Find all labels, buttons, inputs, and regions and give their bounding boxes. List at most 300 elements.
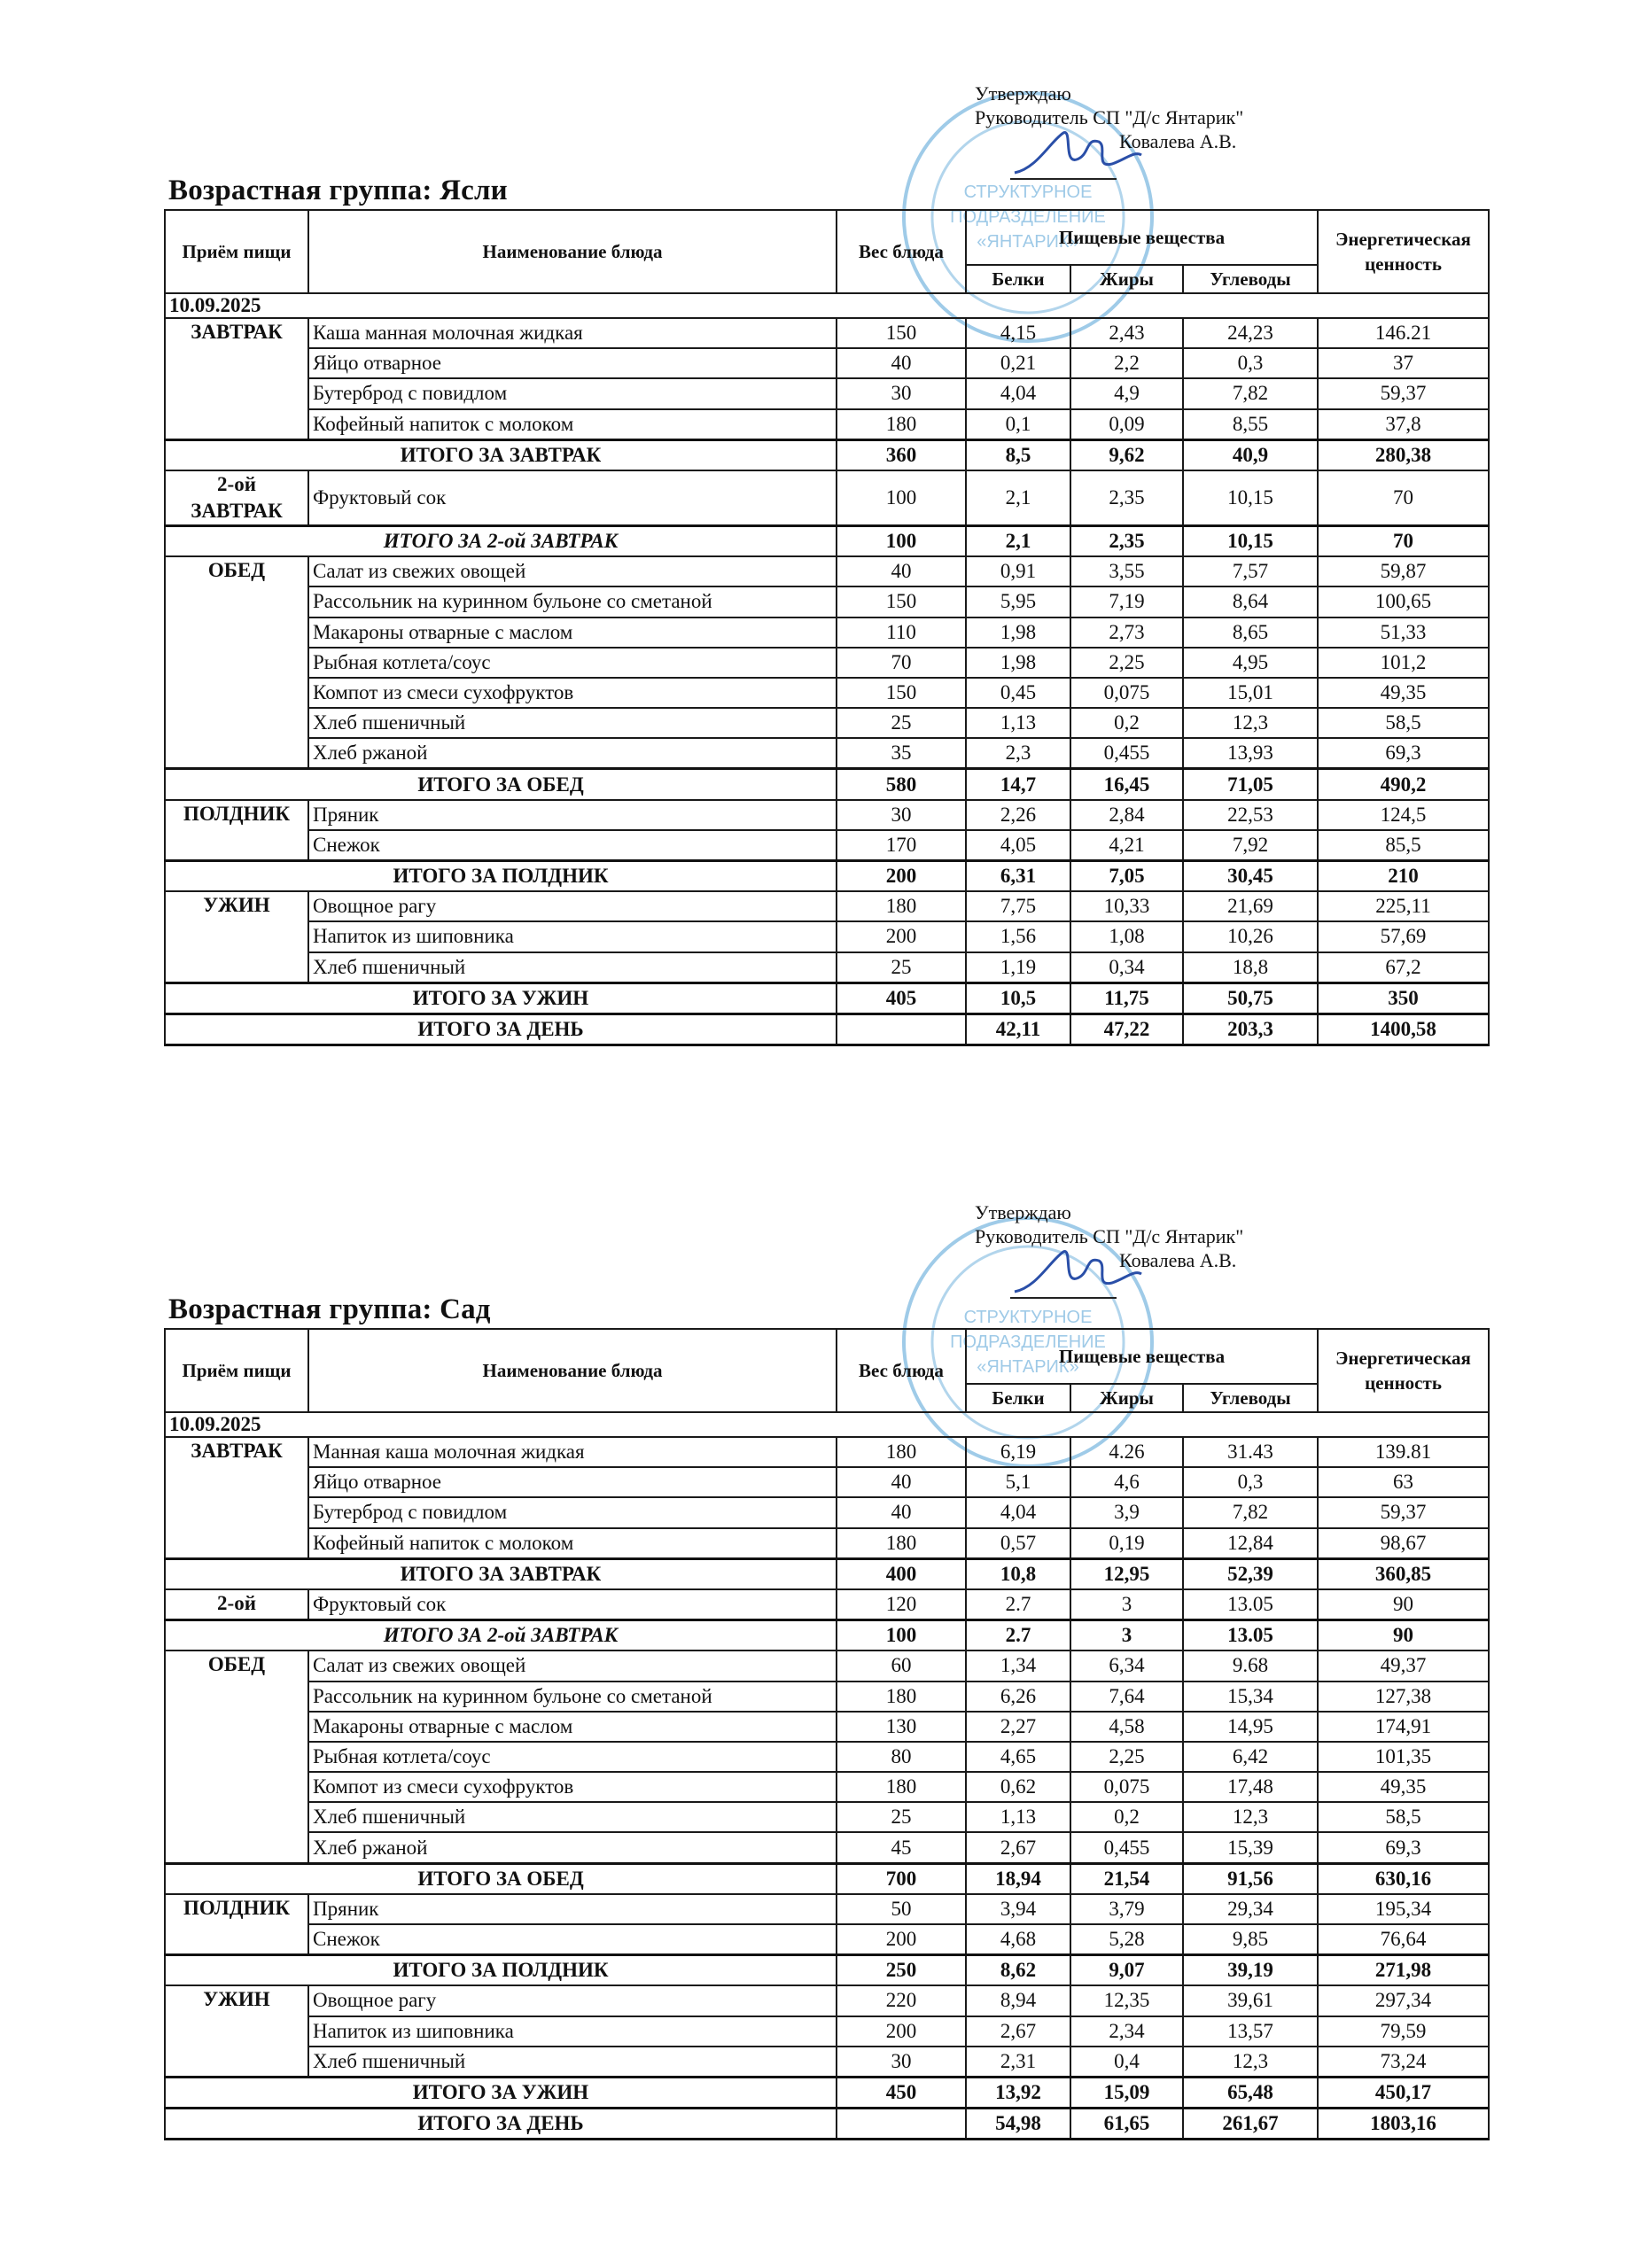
dish-weight: 40 [837,1467,966,1497]
dish-weight: 180 [837,1682,966,1712]
dish-weight: 110 [837,617,966,648]
total-dish-weight: 100 [837,525,966,556]
col-header-energy: Энергетическая ценность [1318,210,1489,293]
carbs-value: 8,64 [1183,586,1318,617]
day-total-energy-value: 1400,58 [1318,1014,1489,1045]
dish-weight: 40 [837,348,966,378]
dish-weight: 180 [837,409,966,440]
protein-value: 1,98 [966,648,1070,678]
menu-date-row [165,1412,1489,1437]
fat-value: 2,25 [1070,648,1183,678]
carbs-value: 7,57 [1183,556,1318,586]
day-total-dish-weight [837,1014,966,1045]
fat-value: 12,35 [1070,1985,1183,2016]
dish-row [165,1802,1489,1832]
dish-name: Манная каша молочная жидкая [308,1437,837,1467]
dish-weight: 25 [837,1802,966,1832]
energy-value: 57,69 [1318,921,1489,951]
meal-total-label: ИТОГО ЗА ПОЛДНИК [165,861,837,892]
energy-value: 85,5 [1318,830,1489,861]
total-carbs-value: 30,45 [1183,861,1318,892]
dish-weight: 200 [837,921,966,951]
dish-name: Напиток из шиповника [308,921,837,951]
energy-value: 58,5 [1318,708,1489,738]
total-energy-value: 271,98 [1318,1955,1489,1986]
col-header-nutrients: Пищевые вещества [966,1329,1318,1384]
protein-value: 1,19 [966,952,1070,983]
protein-value: 5,1 [966,1467,1070,1497]
energy-value: 49,37 [1318,1651,1489,1681]
fat-value: 0,4 [1070,2047,1183,2078]
total-carbs-value: 91,56 [1183,1863,1318,1894]
energy-value: 98,67 [1318,1528,1489,1559]
dish-weight: 25 [837,952,966,983]
protein-value: 4,04 [966,378,1070,408]
col-header-dish: Наименование блюда [308,210,837,293]
dish-name: Овощное рагу [308,891,837,921]
day-total-label: ИТОГО ЗА ДЕНЬ [165,1014,837,1045]
carbs-value: 12,3 [1183,1802,1318,1832]
carbs-value: 0,3 [1183,348,1318,378]
carbs-value: 13,57 [1183,2016,1318,2047]
dish-name: Напиток из шиповника [308,2016,837,2047]
total-dish-weight: 250 [837,1955,966,1986]
col-header-weight: Вес блюда [837,210,966,293]
dish-name: Хлеб ржаной [308,1832,837,1863]
meal-total-row [165,1955,1489,1986]
menu-date: 10.09.2025 [165,1412,1489,1437]
energy-value: 51,33 [1318,617,1489,648]
col-header-weight: Вес блюда [837,1329,966,1412]
day-total-fat-value: 61,65 [1070,2109,1183,2140]
energy-value: 69,3 [1318,738,1489,769]
meal-total-label: ИТОГО ЗА 2-ой ЗАВТРАК [165,1620,837,1651]
carbs-value: 4,95 [1183,648,1318,678]
energy-value: 195,34 [1318,1894,1489,1924]
meal-name: ЗАВТРАК [165,1437,308,1558]
meal-total-label: ИТОГО ЗА ЗАВТРАК [165,1558,837,1589]
dish-weight: 40 [837,556,966,586]
day-total-dish-weight [837,2109,966,2140]
fat-value: 3 [1070,1589,1183,1620]
dish-name: Бутерброд с повидлом [308,1497,837,1527]
fat-value: 7,64 [1070,1682,1183,1712]
total-dish-weight: 100 [837,1620,966,1651]
dish-weight: 150 [837,586,966,617]
dish-weight: 70 [837,648,966,678]
dish-row [165,1497,1489,1527]
dish-name: Яйцо отварное [308,1467,837,1497]
protein-value: 0,91 [966,556,1070,586]
dish-row [165,1682,1489,1712]
total-protein-value: 6,31 [966,861,1070,892]
total-fat-value: 16,45 [1070,769,1183,800]
fat-value: 0,075 [1070,1772,1183,1802]
day-total-protein-value: 42,11 [966,1014,1070,1045]
protein-value: 7,75 [966,891,1070,921]
dish-name: Хлеб пшеничный [308,708,837,738]
total-dish-weight: 405 [837,983,966,1014]
fat-value: 4,6 [1070,1467,1183,1497]
total-protein-value: 13,92 [966,2077,1070,2108]
carbs-value: 15,01 [1183,678,1318,708]
carbs-value: 15,39 [1183,1832,1318,1863]
meal-name: ПОЛДНИК [165,800,308,861]
svg-text:ПОДРАЗДЕЛЕНИЕ: ПОДРАЗДЕЛЕНИЕ [950,207,1106,227]
fat-value: 2,2 [1070,348,1183,378]
dish-row [165,921,1489,951]
carbs-value: 7,82 [1183,1497,1318,1527]
total-protein-value: 10,8 [966,1558,1070,1589]
dish-row [165,738,1489,769]
meal-total-row [165,439,1489,470]
energy-value: 69,3 [1318,1832,1489,1863]
day-total-protein-value: 54,98 [966,2109,1070,2140]
dish-name: Хлеб пшеничный [308,2047,837,2078]
fat-value: 6,34 [1070,1651,1183,1681]
protein-value: 6,26 [966,1682,1070,1712]
dish-name: Снежок [308,1924,837,1955]
dish-weight: 120 [837,1589,966,1620]
dish-row [165,648,1489,678]
carbs-value: 21,69 [1183,891,1318,921]
dish-weight: 40 [837,1497,966,1527]
fat-value: 4,9 [1070,378,1183,408]
meal-total-row [165,861,1489,892]
protein-value: 2,31 [966,2047,1070,2078]
day-total-carbs-value: 203,3 [1183,1014,1318,1045]
energy-value: 67,2 [1318,952,1489,983]
meal-name: УЖИН [165,891,308,983]
col-header-protein: Белки [966,1384,1070,1412]
carbs-value: 10,26 [1183,921,1318,951]
protein-value: 1,13 [966,708,1070,738]
dish-name: Макароны отварные с маслом [308,1712,837,1742]
total-fat-value: 21,54 [1070,1863,1183,1894]
dish-row [165,586,1489,617]
energy-value: 124,5 [1318,800,1489,830]
protein-value: 0,1 [966,409,1070,440]
protein-value: 2.7 [966,1589,1070,1620]
age-group-title: Возрастная группа: Сад [168,1293,491,1325]
dish-name: Бутерброд с повидлом [308,378,837,408]
carbs-value: 7,82 [1183,378,1318,408]
carbs-value: 24,23 [1183,318,1318,348]
meal-total-row [165,525,1489,556]
total-carbs-value: 65,48 [1183,2077,1318,2108]
fat-value: 3,55 [1070,556,1183,586]
total-carbs-value: 50,75 [1183,983,1318,1014]
approval-heading: Утверждаю [975,1201,1071,1223]
total-dish-weight: 450 [837,2077,966,2108]
dish-row [165,891,1489,921]
dish-name: Компот из смеси сухофруктов [308,1772,837,1802]
fat-value: 0,455 [1070,1832,1183,1863]
dish-row [165,470,1489,526]
meal-total-label: ИТОГО ЗА УЖИН [165,2077,837,2108]
dish-row [165,708,1489,738]
protein-value: 8,94 [966,1985,1070,2016]
protein-value: 4,15 [966,318,1070,348]
protein-value: 4,68 [966,1924,1070,1955]
dish-weight: 80 [837,1742,966,1772]
day-total-label: ИТОГО ЗА ДЕНЬ [165,2109,837,2140]
col-header-protein: Белки [966,265,1070,293]
svg-text:СТРУКТУРНОЕ: СТРУКТУРНОЕ [963,183,1093,202]
carbs-value: 12,3 [1183,2047,1318,2078]
carbs-value: 9,85 [1183,1924,1318,1955]
total-fat-value: 15,09 [1070,2077,1183,2108]
total-dish-weight: 200 [837,861,966,892]
total-dish-weight: 400 [837,1558,966,1589]
dish-name: Рассольник на куринном бульоне со сметаной [308,1682,837,1712]
menu-date: 10.09.2025 [165,293,1489,318]
protein-value: 5,95 [966,586,1070,617]
total-energy-value: 280,38 [1318,439,1489,470]
total-energy-value: 450,17 [1318,2077,1489,2108]
dish-name: Фруктовый сок [308,470,837,526]
meal-total-label: ИТОГО ЗА УЖИН [165,983,837,1014]
dish-weight: 30 [837,800,966,830]
energy-value: 127,38 [1318,1682,1489,1712]
carbs-value: 6,42 [1183,1742,1318,1772]
meal-total-label: ИТОГО ЗА ОБЕД [165,1863,837,1894]
approval-signer-name: Ковалева А.В. [1119,130,1237,152]
protein-value: 4,05 [966,830,1070,861]
total-fat-value: 11,75 [1070,983,1183,1014]
total-carbs-value: 40,9 [1183,439,1318,470]
dish-name: Фруктовый сок [308,1589,837,1620]
fat-value: 1,08 [1070,921,1183,951]
dish-weight: 30 [837,2047,966,2078]
dish-row [165,348,1489,378]
fat-value: 7,19 [1070,586,1183,617]
dish-row [165,1437,1489,1467]
total-protein-value: 8,62 [966,1955,1070,1986]
protein-value: 1,98 [966,617,1070,648]
meal-total-row [165,1620,1489,1651]
svg-text:«ЯНТАРИК»: «ЯНТАРИК» [977,1357,1079,1377]
energy-value: 63 [1318,1467,1489,1497]
fat-value: 2,43 [1070,318,1183,348]
carbs-value: 15,34 [1183,1682,1318,1712]
total-fat-value: 7,05 [1070,861,1183,892]
dish-weight: 180 [837,1772,966,1802]
carbs-value: 0,3 [1183,1467,1318,1497]
svg-text:ПОДРАЗДЕЛЕНИЕ: ПОДРАЗДЕЛЕНИЕ [950,1332,1106,1352]
dish-row [165,678,1489,708]
total-energy-value: 350 [1318,983,1489,1014]
fat-value: 0,455 [1070,738,1183,769]
total-protein-value: 8,5 [966,439,1070,470]
dish-weight: 220 [837,1985,966,2016]
energy-value: 49,35 [1318,678,1489,708]
dish-row [165,2016,1489,2047]
dish-weight: 100 [837,470,966,526]
protein-value: 1,56 [966,921,1070,951]
carbs-value: 14,95 [1183,1712,1318,1742]
total-protein-value: 10,5 [966,983,1070,1014]
dish-name: Салат из свежих овощей [308,556,837,586]
total-energy-value: 210 [1318,861,1489,892]
total-energy-value: 630,16 [1318,1863,1489,1894]
fat-value: 2,34 [1070,2016,1183,2047]
meal-total-label: ИТОГО ЗА ПОЛДНИК [165,1955,837,1986]
dish-name: Хлеб пшеничный [308,952,837,983]
col-header-fat: Жиры [1070,265,1183,293]
dish-row [165,617,1489,648]
fat-value: 10,33 [1070,891,1183,921]
dish-name: Макароны отварные с маслом [308,617,837,648]
protein-value: 3,94 [966,1894,1070,1924]
dish-row [165,556,1489,586]
fat-value: 4,21 [1070,830,1183,861]
fat-value: 4.26 [1070,1437,1183,1467]
dish-weight: 200 [837,2016,966,2047]
day-total-row [165,2109,1489,2140]
handwritten-signature [1010,1243,1143,1305]
total-dish-weight: 700 [837,1863,966,1894]
fat-value: 0,34 [1070,952,1183,983]
carbs-value: 8,55 [1183,409,1318,440]
carbs-value: 29,34 [1183,1894,1318,1924]
energy-value: 59,37 [1318,378,1489,408]
approval-position: Руководитель СП "Д/с Янтарик" [975,106,1244,128]
meal-total-row [165,1558,1489,1589]
protein-value: 0,21 [966,348,1070,378]
dish-weight: 200 [837,1924,966,1955]
dish-row [165,1924,1489,1955]
energy-value: 58,5 [1318,1802,1489,1832]
dish-row [165,1742,1489,1772]
menu-table [164,1328,1490,2140]
meal-total-row [165,769,1489,800]
dish-row [165,1772,1489,1802]
total-dish-weight: 360 [837,439,966,470]
energy-value: 79,59 [1318,2016,1489,2047]
energy-value: 73,24 [1318,2047,1489,2078]
protein-value: 1,13 [966,1802,1070,1832]
menu-date-row [165,293,1489,318]
meal-total-row [165,2077,1489,2108]
dish-row [165,1651,1489,1681]
meal-name: ЗАВТРАК [165,318,308,439]
energy-value: 100,65 [1318,586,1489,617]
protein-value: 2,3 [966,738,1070,769]
total-fat-value: 12,95 [1070,1558,1183,1589]
menu-table [164,209,1490,1046]
fat-value: 3,79 [1070,1894,1183,1924]
dish-name: Кофейный напиток с молоком [308,409,837,440]
svg-text:«ЯНТАРИК»: «ЯНТАРИК» [977,232,1079,252]
fat-value: 2,73 [1070,617,1183,648]
approval-signer-name: Ковалева А.В. [1119,1249,1237,1271]
dish-row [165,1894,1489,1924]
dish-row [165,318,1489,348]
total-energy-value: 90 [1318,1620,1489,1651]
energy-value: 297,34 [1318,1985,1489,2016]
energy-value: 146.21 [1318,318,1489,348]
dish-name: Салат из свежих овощей [308,1651,837,1681]
total-carbs-value: 39,19 [1183,1955,1318,1986]
protein-value: 6,19 [966,1437,1070,1467]
protein-value: 1,34 [966,1651,1070,1681]
meal-name: 2-ой ЗАВТРАК [165,470,308,526]
energy-value: 49,35 [1318,1772,1489,1802]
energy-value: 59,87 [1318,556,1489,586]
total-carbs-value: 10,15 [1183,525,1318,556]
meal-total-label: ИТОГО ЗА 2-ой ЗАВТРАК [165,525,837,556]
carbs-value: 12,3 [1183,708,1318,738]
col-header-carbs: Углеводы [1183,1384,1318,1412]
energy-value: 90 [1318,1589,1489,1620]
total-fat-value: 9,62 [1070,439,1183,470]
dish-name: Компот из смеси сухофруктов [308,678,837,708]
dish-name: Кофейный напиток с молоком [308,1528,837,1559]
dish-weight: 50 [837,1894,966,1924]
dish-name: Пряник [308,800,837,830]
carbs-value: 31.43 [1183,1437,1318,1467]
dish-weight: 25 [837,708,966,738]
protein-value: 4,04 [966,1497,1070,1527]
dish-row [165,1832,1489,1863]
dish-weight: 180 [837,891,966,921]
dish-weight: 180 [837,1528,966,1559]
meal-name: 2-ой [165,1589,308,1620]
carbs-value: 12,84 [1183,1528,1318,1559]
approval-position: Руководитель СП "Д/с Янтарик" [975,1225,1244,1247]
protein-value: 4,65 [966,1742,1070,1772]
fat-value: 0,09 [1070,409,1183,440]
dish-weight: 30 [837,378,966,408]
protein-value: 2,67 [966,2016,1070,2047]
total-protein-value: 14,7 [966,769,1070,800]
total-carbs-value: 13.05 [1183,1620,1318,1651]
col-header-dish: Наименование блюда [308,1329,837,1412]
total-dish-weight: 580 [837,769,966,800]
fat-value: 5,28 [1070,1924,1183,1955]
dish-row [165,1712,1489,1742]
carbs-value: 13.05 [1183,1589,1318,1620]
col-header-energy: Энергетическая ценность [1318,1329,1489,1412]
dish-name: Рыбная котлета/соус [308,648,837,678]
energy-value: 225,11 [1318,891,1489,921]
energy-value: 76,64 [1318,1924,1489,1955]
fat-value: 0,2 [1070,1802,1183,1832]
energy-value: 37,8 [1318,409,1489,440]
total-protein-value: 18,94 [966,1863,1070,1894]
energy-value: 101,2 [1318,648,1489,678]
meal-name: УЖИН [165,1985,308,2077]
fat-value: 0,2 [1070,708,1183,738]
meal-name: ОБЕД [165,1651,308,1863]
carbs-value: 10,15 [1183,470,1318,526]
dish-row [165,800,1489,830]
dish-row [165,1528,1489,1559]
total-fat-value: 9,07 [1070,1955,1183,1986]
meal-name: ОБЕД [165,556,308,769]
protein-value: 2,26 [966,800,1070,830]
fat-value: 2,84 [1070,800,1183,830]
col-header-carbs: Углеводы [1183,265,1318,293]
dish-name: Пряник [308,1894,837,1924]
dish-name: Снежок [308,830,837,861]
energy-value: 70 [1318,470,1489,526]
meal-total-row [165,1863,1489,1894]
dish-weight: 180 [837,1437,966,1467]
fat-value: 4,58 [1070,1712,1183,1742]
total-protein-value: 2,1 [966,525,1070,556]
